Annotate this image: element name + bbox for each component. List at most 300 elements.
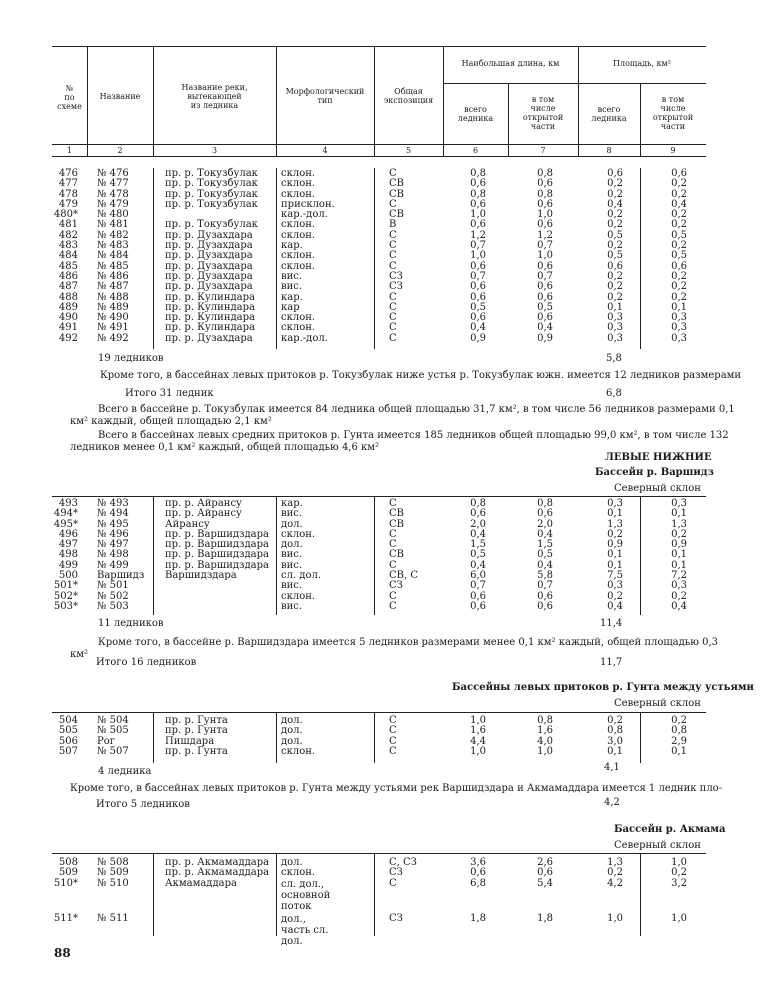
cell-glacier-name: № 486: [97, 270, 129, 282]
cell-length-open: 1,5: [537, 539, 553, 551]
header-col9-l1: в том: [661, 95, 685, 104]
cell-area-total: 0,4: [607, 600, 623, 612]
cell-length-total: 0,4: [470, 559, 486, 571]
section-slope-2: Северный склон: [614, 698, 701, 709]
cell-morph-type: склон.: [281, 168, 316, 179]
cell-area-open: 0,1: [671, 549, 687, 561]
cell-area-open: 0,2: [671, 528, 687, 540]
cell-scheme-number: 487: [58, 281, 78, 293]
cell-glacier-name: № 502: [97, 590, 129, 602]
cell-area-open: 0,2: [671, 219, 687, 231]
cell-area-total: 7,5: [607, 570, 623, 582]
cell-scheme-number: 493: [58, 498, 78, 509]
paragraph-tokuzbulak-total: Всего в бассейне р. Токузбулак имеется 84 ледника общей площадью 31,7 км², в том числе 56 ледников размерами 0,1 км² каждый, общей площадью 2,1 км²: [70, 404, 735, 427]
cell-glacier-name: № 481: [97, 219, 129, 231]
colnum-6: 6: [472, 146, 479, 155]
cell-morph-type: дол.: [281, 539, 303, 551]
cell-river: пр. р. Кулиндара: [165, 312, 255, 324]
cell-exposure: С: [389, 877, 397, 889]
cell-scheme-number: 485: [58, 260, 78, 272]
cell-length-total: 0,6: [470, 508, 486, 520]
section-basin-gunta: Бассейны левых притоков р. Гунта между устьями: [452, 682, 754, 693]
cell-length-total: 0,4: [470, 528, 486, 540]
cell-area-open: 0,1: [671, 559, 687, 571]
cell-exposure: СЗ: [389, 270, 403, 282]
cell-glacier-name: № 491: [97, 322, 129, 334]
cell-area-total: 0,2: [607, 528, 623, 540]
cell-morph-type: склон.: [281, 867, 316, 879]
cell-length-open: 0,4: [537, 559, 553, 571]
cell-exposure: СЗ: [389, 867, 403, 879]
cell-area-total: 3,0: [607, 735, 623, 747]
cell-area-open: 0,6: [671, 260, 687, 272]
cell-area-open: 0,2: [671, 715, 687, 726]
cell-morph-type: кар.: [281, 291, 303, 303]
cell-area-total: 1,3: [607, 518, 623, 530]
cell-morph-type: вис.: [281, 549, 303, 561]
cell-area-open: 3,2: [671, 877, 687, 889]
cell-area-total: 0,2: [607, 270, 623, 282]
cell-length-open: 0,6: [537, 590, 553, 602]
cell-glacier-name: № 487: [97, 281, 129, 293]
cell-area-total: 0,4: [607, 198, 623, 210]
cell-area-total: 0,3: [607, 498, 623, 509]
cell-river: пр. р. Айрансу: [165, 508, 242, 520]
cell-scheme-number: 510*: [53, 877, 78, 889]
cell-length-total: 0,7: [470, 240, 486, 252]
cell-area-total: 1,3: [607, 857, 623, 868]
cell-scheme-number: 490: [58, 312, 78, 324]
cell-exposure: СЗ: [389, 912, 403, 924]
cell-scheme-number: 481: [58, 219, 78, 231]
header-col7-l1: в том: [531, 95, 555, 104]
cell-glacier-name: № 488: [97, 291, 129, 303]
cell-area-total: 0,2: [607, 178, 623, 190]
cell-glacier-name: № 479: [97, 198, 129, 210]
cell-length-open: 1,6: [537, 725, 553, 737]
cell-area-open: 0,9: [671, 539, 687, 551]
header-col1-l3: схеме: [57, 102, 82, 111]
cell-scheme-number: 497: [58, 539, 78, 551]
cell-exposure: СВ: [389, 508, 404, 520]
cell-river: Акмамаддара: [165, 877, 237, 889]
cell-scheme-number: 480*: [53, 209, 78, 221]
cell-river: пр. р. Токузбулак: [165, 198, 258, 210]
cell-scheme-number: 499: [58, 559, 78, 571]
cell-exposure: СЗ: [389, 281, 403, 293]
cell-glacier-name: Рог: [97, 735, 115, 747]
cell-river: пр. р. Токузбулак: [165, 188, 258, 200]
cell-length-open: 1,8: [537, 912, 553, 924]
cell-exposure: С: [389, 528, 397, 540]
cell-length-open: 1,0: [537, 745, 553, 757]
cell-length-total: 1,0: [470, 715, 486, 726]
header-col9-l3: открытой: [652, 113, 694, 122]
paragraph-gunta-total: Всего в бассейнах левых средних притоков р. Гунта имеется 185 ледников общей площадью 99,0 км², в том числе 132 ледников менее 0,1 км² каждый, общей площадью 4,6 км²: [70, 430, 729, 453]
cell-river: пр. р. Гунта: [165, 725, 228, 737]
header-col3-l2: вытекающей: [187, 92, 242, 101]
cell-length-total: 0,6: [470, 178, 486, 190]
cell-morph-type: склон.: [281, 260, 316, 272]
cell-area-total: 0,5: [607, 250, 623, 262]
cell-area-total: 0,3: [607, 580, 623, 592]
cell-length-total: 0,7: [470, 270, 486, 282]
cell-morph-type: сл. дол., основной поток: [281, 878, 331, 912]
cell-river: пр. р. Кулиндара: [165, 322, 255, 334]
table1-count: 19 ледников: [98, 353, 164, 364]
cell-area-total: 0,5: [607, 229, 623, 241]
section-title-left-lower: ЛЕВЫЕ НИЖНИЕ: [605, 452, 712, 463]
cell-morph-type: вис.: [281, 508, 303, 520]
cell-glacier-name: № 485: [97, 260, 129, 272]
cell-scheme-number: 494*: [53, 508, 78, 520]
cell-length-total: 0,4: [470, 322, 486, 334]
cell-glacier-name: № 509: [97, 867, 129, 879]
cell-morph-type: кар: [281, 301, 300, 313]
cell-glacier-name: № 508: [97, 857, 129, 868]
cell-area-open: 1,3: [671, 518, 687, 530]
colnum-8: 8: [606, 146, 612, 155]
cell-exposure: СВ: [389, 518, 404, 530]
cell-morph-type: кар.-дол.: [281, 209, 328, 221]
cell-scheme-number: 483: [58, 240, 78, 252]
cell-exposure: С: [389, 590, 397, 602]
cell-river: пр. р. Варшидздара: [165, 549, 269, 561]
cell-river: пр. р. Токузбулак: [165, 219, 258, 231]
cell-area-open: 0,2: [671, 270, 687, 282]
cell-area-total: 0,3: [607, 312, 623, 324]
cell-morph-type: вис.: [281, 281, 303, 293]
cell-morph-type: вис.: [281, 270, 303, 282]
cell-length-open: 0,6: [537, 178, 553, 190]
cell-exposure: С: [389, 291, 397, 303]
header-col7-l3: открытой: [522, 113, 564, 122]
header-col8-l1: всего: [597, 105, 621, 114]
cell-length-total: 1,0: [470, 250, 486, 262]
cell-length-open: 0,6: [537, 281, 553, 293]
cell-glacier-name: № 505: [97, 725, 129, 737]
cell-length-open: 0,6: [537, 867, 553, 879]
cell-area-total: 0,2: [607, 867, 623, 879]
total-5: Итого 5 ледников: [96, 799, 190, 810]
header-col7-l4: части: [530, 122, 556, 131]
cell-area-total: 4,2: [607, 877, 623, 889]
cell-morph-type: дол.: [281, 518, 303, 530]
cell-area-total: 0,2: [607, 590, 623, 602]
cell-area-open: 0,8: [671, 725, 687, 737]
cell-scheme-number: 492: [58, 332, 78, 344]
cell-scheme-number: 478: [58, 188, 78, 200]
header-col1-l2: по: [64, 93, 75, 102]
cell-scheme-number: 500: [58, 570, 78, 582]
cell-area-open: 0,3: [671, 580, 687, 592]
cell-morph-type: склон.: [281, 219, 316, 231]
cell-length-total: 0,6: [470, 312, 486, 324]
cell-length-open: 0,7: [537, 240, 553, 252]
cell-exposure: С: [389, 715, 397, 726]
cell-morph-type: склон.: [281, 528, 316, 540]
header-area: Площадь, км²: [613, 59, 671, 68]
cell-area-total: 0,9: [607, 539, 623, 551]
cell-morph-type: вис.: [281, 580, 303, 592]
cell-scheme-number: 496: [58, 528, 78, 540]
total-16: Итого 16 ледников: [96, 657, 197, 668]
cell-length-open: 0,8: [537, 188, 553, 200]
cell-area-total: 0,2: [607, 209, 623, 221]
section-basin-varshidz: Бассейн р. Варшидз: [595, 467, 714, 478]
cell-length-open: 0,6: [537, 198, 553, 210]
cell-river: пр. р. Варшидздара: [165, 559, 269, 571]
cell-length-total: 1,5: [470, 539, 486, 551]
cell-exposure: С: [389, 168, 397, 179]
cell-scheme-number: 502*: [53, 590, 78, 602]
cell-river: пр. р. Дузахдара: [165, 332, 253, 344]
header-col4-l2: тип: [317, 96, 333, 105]
cell-scheme-number: 476: [58, 168, 78, 179]
cell-area-open: 0,2: [671, 240, 687, 252]
total-31: Итого 31 ледник: [125, 388, 214, 399]
cell-exposure: С: [389, 600, 397, 612]
cell-morph-type: кар.: [281, 498, 303, 509]
cell-glacier-name: № 501: [97, 580, 129, 592]
cell-glacier-name: № 484: [97, 250, 129, 262]
cell-area-open: 0,4: [671, 600, 687, 612]
cell-area-total: 0,2: [607, 291, 623, 303]
paragraph-gunta-between: Кроме того, в бассейнах левых притоков р. Гунта между устьями рек Варшидздара и Акмамаддара имеется 1 ледник пло-: [70, 783, 723, 794]
cell-morph-type: склон.: [281, 322, 316, 334]
cell-length-total: 1,0: [470, 209, 486, 221]
cell-length-open: 0,5: [537, 301, 553, 313]
cell-morph-type: склон.: [281, 590, 316, 602]
cell-exposure: С: [389, 725, 397, 737]
cell-area-total: 0,2: [607, 240, 623, 252]
cell-length-total: 6,8: [470, 877, 486, 889]
cell-exposure: С: [389, 332, 397, 344]
cell-glacier-name: № 496: [97, 528, 129, 540]
cell-length-open: 5,8: [537, 570, 553, 582]
cell-scheme-number: 479: [58, 198, 78, 210]
cell-length-open: 0,7: [537, 580, 553, 592]
cell-glacier-name: № 477: [97, 178, 129, 190]
cell-exposure: С: [389, 240, 397, 252]
cell-river: пр. р. Кулиндара: [165, 301, 255, 313]
cell-area-total: 0,2: [607, 188, 623, 200]
cell-area-open: 1,0: [671, 857, 687, 868]
cell-length-open: 2,0: [537, 518, 553, 530]
cell-exposure: СВ: [389, 188, 404, 200]
header-col6-l1: всего: [464, 105, 487, 114]
cell-glacier-name: № 497: [97, 539, 129, 551]
total-31-area: 6,8: [606, 388, 622, 399]
section-slope-1: Северный склон: [614, 483, 701, 494]
cell-length-open: 0,8: [537, 168, 553, 179]
cell-river: пр. р. Акмамаддара: [165, 867, 270, 879]
cell-area-total: 0,2: [607, 715, 623, 726]
cell-river: Айрансу: [165, 518, 210, 530]
cell-area-total: 0,2: [607, 219, 623, 231]
header-col9-l2: числе: [660, 104, 686, 113]
cell-scheme-number: 509: [58, 867, 78, 879]
cell-glacier-name: № 478: [97, 188, 129, 200]
cell-area-open: 0,6: [671, 168, 687, 179]
cell-length-total: 2,0: [470, 518, 486, 530]
cell-exposure: С: [389, 745, 397, 757]
cell-length-total: 0,6: [470, 600, 486, 612]
cell-morph-type: кар.-дол.: [281, 332, 328, 344]
cell-length-total: 0,5: [470, 549, 486, 561]
cell-river: пр. р. Айрансу: [165, 498, 242, 509]
colnum-2: 2: [117, 146, 123, 155]
cell-morph-type: присклон.: [281, 198, 335, 210]
cell-area-open: 0,4: [671, 198, 687, 210]
cell-river: пр. р. Дузахдара: [165, 270, 253, 282]
cell-river: пр. р. Гунта: [165, 745, 228, 757]
cell-scheme-number: 495*: [53, 518, 78, 530]
cell-area-total: 1,0: [607, 912, 623, 924]
colnum-5: 5: [405, 146, 412, 155]
cell-length-open: 0,6: [537, 600, 553, 612]
cell-length-total: 1,6: [470, 725, 486, 737]
cell-morph-type: дол.: [281, 725, 303, 737]
cell-exposure: В: [389, 219, 397, 231]
cell-exposure: С: [389, 322, 397, 334]
cell-scheme-number: 477: [58, 178, 78, 190]
header-col1-l1: №: [65, 84, 74, 93]
cell-length-total: 1,2: [470, 229, 486, 241]
table2-area-sum: 11,4: [600, 618, 623, 629]
header-col3-l3: из ледника: [190, 101, 239, 110]
colnum-9: 9: [670, 146, 676, 155]
cell-length-total: 3,6: [470, 857, 486, 868]
cell-exposure: С: [389, 260, 397, 272]
cell-scheme-number: 506: [58, 735, 78, 747]
cell-glacier-name: Варшидз: [97, 570, 145, 582]
cell-river: пр. р. Дузахдара: [165, 229, 253, 241]
cell-length-open: 0,8: [537, 498, 553, 509]
cell-length-open: 2,6: [537, 857, 553, 868]
cell-scheme-number: 488: [58, 291, 78, 303]
cell-morph-type: кар.: [281, 240, 303, 252]
cell-length-open: 0,6: [537, 312, 553, 324]
cell-morph-type: вис.: [281, 559, 303, 571]
cell-exposure: С, СЗ: [389, 857, 417, 868]
cell-river: пр. р. Дузахдара: [165, 240, 253, 252]
cell-length-open: 0,7: [537, 270, 553, 282]
cell-area-open: 0,3: [671, 322, 687, 334]
cell-morph-type: склон.: [281, 250, 316, 262]
cell-area-total: 0,1: [607, 745, 623, 757]
cell-length-total: 0,9: [470, 332, 486, 344]
colnum-4: 4: [322, 146, 328, 155]
cell-area-open: 0,2: [671, 281, 687, 293]
cell-length-open: 1,0: [537, 250, 553, 262]
cell-length-open: 0,4: [537, 528, 553, 540]
header-col3-l1: Название реки,: [181, 83, 248, 92]
cell-length-total: 0,5: [470, 301, 486, 313]
cell-scheme-number: 491: [58, 322, 78, 334]
cell-river: пр. р. Варшидздара: [165, 528, 269, 540]
cell-river: пр. р. Дузахдара: [165, 250, 253, 262]
cell-length-open: 0,8: [537, 715, 553, 726]
table1-area-sum: 5,8: [606, 353, 622, 364]
cell-length-open: 0,4: [537, 322, 553, 334]
cell-area-open: 7,2: [671, 570, 687, 582]
cell-area-total: 0,1: [607, 508, 623, 520]
header-col8-l2: ледника: [591, 114, 627, 123]
cell-length-open: 0,6: [537, 219, 553, 231]
cell-morph-type: склон.: [281, 229, 316, 241]
header-col6-l2: ледника: [457, 114, 494, 123]
cell-exposure: СЗ: [389, 580, 403, 592]
cell-length-total: 1,0: [470, 745, 486, 757]
cell-area-total: 0,6: [607, 260, 623, 272]
cell-area-total: 0,1: [607, 301, 623, 313]
cell-scheme-number: 489: [58, 301, 78, 313]
cell-river: пр. р. Токузбулак: [165, 178, 258, 190]
cell-exposure: С: [389, 250, 397, 262]
table2-count: 11 ледников: [98, 618, 164, 629]
paragraph-varshidzdara: Кроме того, в бассейне р. Варшидздара имеется 5 ледников размерами менее 0,1 км² каждый, общей площадью 0,3 км²: [70, 637, 719, 660]
cell-river: Варшидздара: [165, 570, 237, 582]
cell-length-total: 0,6: [470, 590, 486, 602]
cell-glacier-name: № 511: [97, 912, 129, 924]
cell-length-total: 4,4: [470, 735, 486, 747]
header-col4-l1: Морфологический: [285, 87, 365, 96]
cell-exposure: С: [389, 229, 397, 241]
cell-length-total: 6,0: [470, 570, 486, 582]
cell-length-open: 0,6: [537, 508, 553, 520]
cell-area-open: 0,3: [671, 332, 687, 344]
section-slope-3: Северный склон: [614, 840, 701, 851]
cell-exposure: СВ: [389, 178, 404, 190]
cell-glacier-name: № 476: [97, 168, 129, 179]
cell-exposure: С: [389, 198, 397, 210]
cell-morph-type: склон.: [281, 745, 316, 757]
cell-length-open: 4,0: [537, 735, 553, 747]
cell-length-total: 0,6: [470, 260, 486, 272]
cell-exposure: С: [389, 735, 397, 747]
cell-river: пр. р. Кулиндара: [165, 291, 255, 303]
cell-exposure: С: [389, 312, 397, 324]
cell-area-total: 0,1: [607, 559, 623, 571]
cell-exposure: С: [389, 498, 397, 509]
cell-area-open: 2,9: [671, 735, 687, 747]
cell-area-open: 0,2: [671, 291, 687, 303]
cell-area-total: 0,3: [607, 332, 623, 344]
cell-length-open: 0,5: [537, 549, 553, 561]
cell-scheme-number: 503*: [53, 600, 78, 612]
cell-glacier-name: № 490: [97, 312, 129, 324]
cell-scheme-number: 484: [58, 250, 78, 262]
cell-morph-type: склон.: [281, 178, 316, 190]
cell-glacier-name: № 504: [97, 715, 129, 726]
header-col5-l2: экспозиция: [383, 96, 434, 105]
cell-area-open: 0,5: [671, 229, 687, 241]
cell-exposure: СВ: [389, 209, 404, 221]
cell-area-open: 0,2: [671, 178, 687, 190]
cell-river: пр. р. Дузахдара: [165, 260, 253, 272]
cell-morph-type: дол.: [281, 735, 303, 747]
cell-glacier-name: № 495: [97, 518, 129, 530]
cell-glacier-name: № 489: [97, 301, 129, 313]
cell-area-open: 0,3: [671, 498, 687, 509]
cell-length-open: 0,6: [537, 291, 553, 303]
cell-scheme-number: 482: [58, 229, 78, 241]
cell-area-open: 1,0: [671, 912, 687, 924]
header-col9-l4: части: [660, 122, 686, 131]
cell-morph-type: дол.: [281, 857, 303, 868]
cell-area-open: 0,1: [671, 301, 687, 313]
